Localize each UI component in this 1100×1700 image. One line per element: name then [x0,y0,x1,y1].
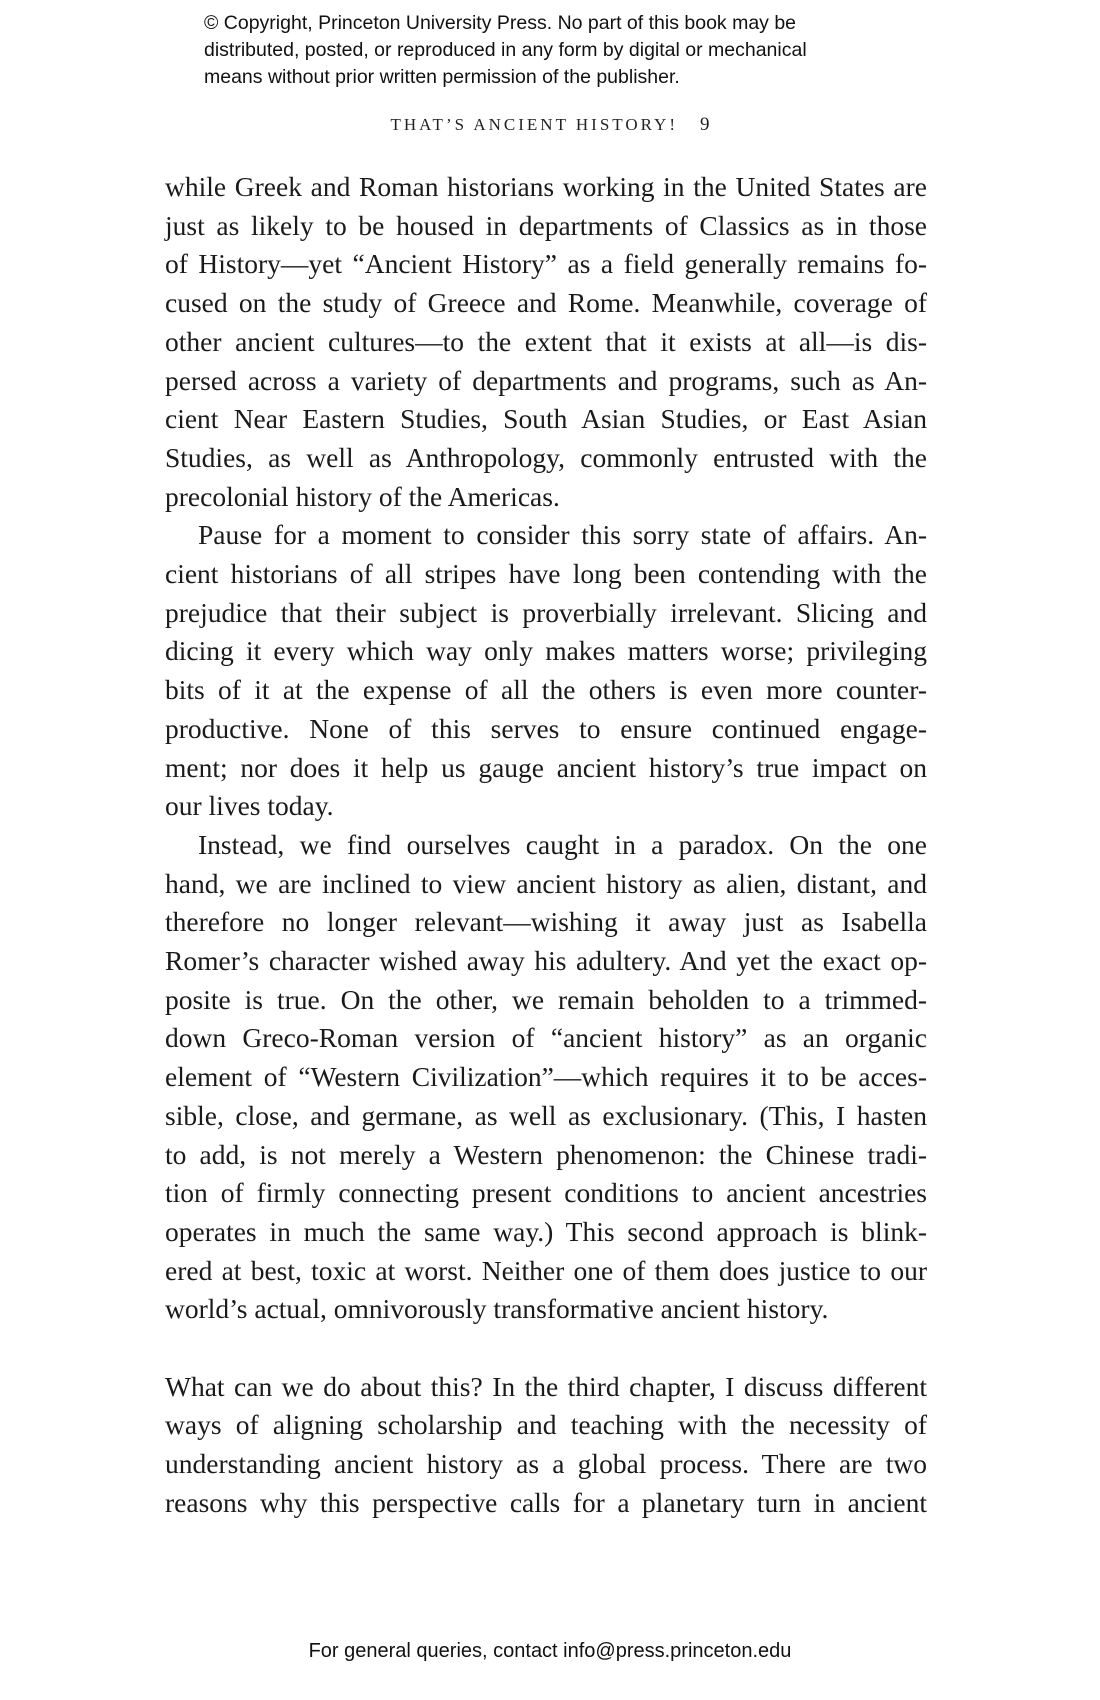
text-line: bits of it at the expense of all the others is even more counter- [165,674,927,706]
text-line: while Greek and Roman historians working in the United States are [165,171,927,202]
text-line: cient historians of all stripes have long been contending with the [165,558,927,590]
running-head [0,114,1100,136]
text-line: of History—yet “Ancient History” as a field generally remains fo- [165,248,927,280]
text-line: to add, is not merely a Western phenomenon: the Chinese tradi- [165,1138,927,1170]
text-line: precolonial history of the Americas. [165,480,560,512]
text-line: Studies, as well as Anthropology, commonly entrusted with the [165,441,927,473]
running-head-title: THAT’S ANCIENT HISTORY! [390,115,678,134]
text-line: Instead, we find ourselves caught in a paradox. On the one [198,828,927,860]
text-line: therefore no longer relevant—wishing it away just as Isabella [165,906,927,938]
text-line: ment; nor does it help us gauge ancient history’s true impact on [165,751,927,783]
text-line: ered at best, toxic at worst. Neither one of them does justice to our [165,1254,927,1286]
text-line: understanding ancient history as a global process. There are two [165,1448,927,1480]
text-line: ways of aligning scholarship and teaching with the necessity of [165,1409,927,1441]
body-text [165,168,927,1523]
paragraph [165,516,927,826]
footer-contact: For general queries, contact info@press.princeton.edu [308,1640,792,1662]
text-line: posite is true. On the other, we remain beholden to a trimmed- [165,983,927,1015]
text-line: cused on the study of Greece and Rome. Meanwhile, coverage of [165,287,927,319]
text-line: What can we do about this? In the third chapter, I discuss different [165,1370,927,1402]
text-line: sible, close, and germane, as well as exclusionary. (This, I hasten [165,1099,927,1131]
text-line: down Greco-Roman version of “ancient history” as an organic [165,1022,927,1054]
text-line: tion of firmly connecting present conditions to ancient ancestries [165,1177,927,1209]
text-line: world’s actual, omnivorously transformative ancient history. [165,1293,829,1325]
text-line: persed across a variety of departments and programs, such as An- [165,364,927,396]
page-number: 9 [700,114,710,135]
paragraph [165,826,927,1329]
copyright-line: © Copyright, Princeton University Press. No part of this book may be [204,12,797,34]
text-line: productive. None of this serves to ensure continued engage- [165,712,927,744]
copyright-notice [204,10,924,91]
text-line: other ancient cultures—to the extent that it exists at all—is dis- [165,325,927,357]
text-line: reasons why this perspective calls for a planetary turn in ancient [165,1486,927,1518]
text-line: cient Near Eastern Studies, South Asian Studies, or East Asian [165,403,927,435]
section-break [165,1329,927,1368]
paragraph [165,1368,927,1523]
paragraph [165,168,927,516]
text-line: dicing it every which way only makes matters worse; privileging [165,635,927,667]
copyright-line: distributed, posted, or reproduced in any form by digital or mechanical [204,39,807,61]
text-line: just as likely to be housed in departments of Classics as in those [165,209,927,241]
text-line: element of “Western Civilization”—which requires it to be acces- [165,1061,927,1093]
text-line: prejudice that their subject is proverbially irrelevant. Slicing and [165,596,927,628]
text-line: our lives today. [165,790,334,822]
text-line: Pause for a moment to consider this sorry state of affairs. An- [198,519,927,551]
text-line: hand, we are inclined to view ancient history as alien, distant, and [165,867,927,899]
text-line: operates in much the same way.) This second approach is blink- [165,1215,927,1247]
text-line: Romer’s character wished away his adultery. And yet the exact op- [165,945,927,977]
copyright-line: means without prior written permission of the publisher. [204,66,680,88]
